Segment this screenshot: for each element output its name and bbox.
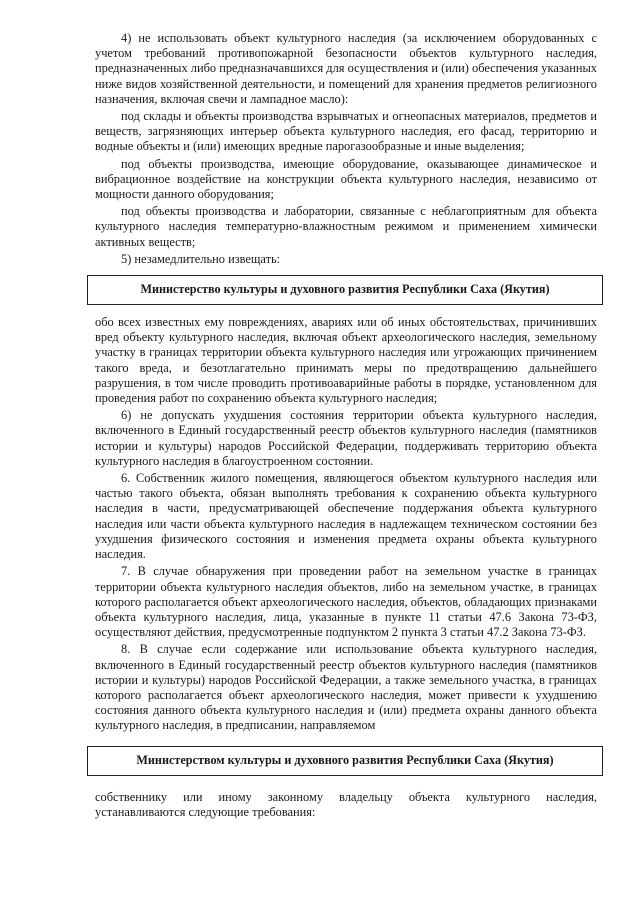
ministry-name-2: Министерством культуры и духовного развития Республики Саха (Якутия)	[136, 752, 554, 767]
paragraph-item-5: 5) незамедлительно извещать:	[121, 251, 281, 266]
paragraph-item-6: 6) не допускать ухудшения состояния территории объекта культурного наследия, включенного в Единый государственный реестр объектов культурного наследия (памятников истории и культуры) народов Российской Федерации, поддерживать территорию объекта культурного наследия в благоустроенном состоянии.	[95, 408, 597, 468]
ministry-box-1	[87, 275, 603, 305]
paragraph-laboratories: под объекты производства и лаборатории, связанные с неблагоприятным для объекта культурного наследия температурно-влажностным режимом и применением химически активных веществ;	[95, 204, 597, 249]
paragraph-requirements: собственнику или иному законному владельцу объекта культурного наследия, устанавливаются следующие требования:	[95, 789, 597, 819]
paragraph-section-7: 7. В случае обнаружения при проведении работ на земельном участке в границах территории объекта культурного наследия объектов, либо на земельном участке, в границах которого располагается объект археологического наследия, объектов, обладающих признаками объекта культурного наследия, лица, указанные в пункте 11 статьи 47.6 Закона 73-ФЗ, осуществляют действия, предусмотренные подпунктом 2 пункта 3 статьи 47.2 Закона 73-ФЗ.	[95, 564, 597, 640]
paragraph-production-equipment: под объекты производства, имеющие оборудование, оказывающее динамическое и вибрационное воздействие на конструкции объекта культурного наследия, независимо от мощности данного оборудования;	[95, 156, 597, 202]
paragraph-damage-notice: обо всех известных ему повреждениях, авариях или об иных обстоятельствах, причинивших вред объекту культурного наследия, включая объект археологического наследия, земельному участку в границах территории объекта культурного наследия или угрожающих причинением такого вреда, и безотлагательно принимать меры по предотвращению дальнейшего разрушения, в том числе проводить противоаварийные работы в порядке, установленном для проведения работ по сохранению объекта культурного наследия;	[95, 315, 597, 406]
document-body	[95, 31, 597, 820]
paragraph-section-8: 8. В случае если содержание или использование объекта культурного наследия, включенного в Единый государственный реестр объектов культурного наследия (памятников истории и культуры) народов Российской Федерации, а также земельного участка, в границах которого располагается объект археологического наследия, может привести к ухудшению состояния данного объекта культурного наследия и (или) предмета охраны данного объекта культурного наследия, в предписании, направляемом	[95, 642, 597, 733]
paragraph-section-6: 6. Собственник жилого помещения, являющегося объектом культурного наследия или частью такого объекта, обязан выполнять требования к сохранению объекта культурного наследия в части, предусматривающей обеспечение поддержания объекта культурного наследия или части объекта культурного наследия в надлежащем техническом состоянии без ухудшения физического состояния и изменения предмета охраны объекта культурного наследия.	[95, 471, 597, 562]
ministry-name-1: Министерство культуры и духовного развития Республики Саха (Якутия)	[140, 282, 550, 297]
paragraph-item-4: 4) не использовать объект культурного наследия (за исключением оборудованных с учетом требований противопожарной безопасности объектов культурного наследия, предназначенных либо предназначавшихся для осуществления и (или) обеспечения указанных ниже видов хозяйственной деятельности, и помещений для хранения предметов религиозного назначения, включая свечи и лампадное масло):	[95, 31, 597, 106]
ministry-box-2	[87, 746, 603, 776]
paragraph-warehouses: под склады и объекты производства взрывчатых и огнеопасных материалов, предметов и веществ, загрязняющих интерьер объекта культурного наследия, его фасад, территорию и водные объекты и (или) имеющих вредные парогазообразные и иные выделения;	[95, 109, 597, 154]
